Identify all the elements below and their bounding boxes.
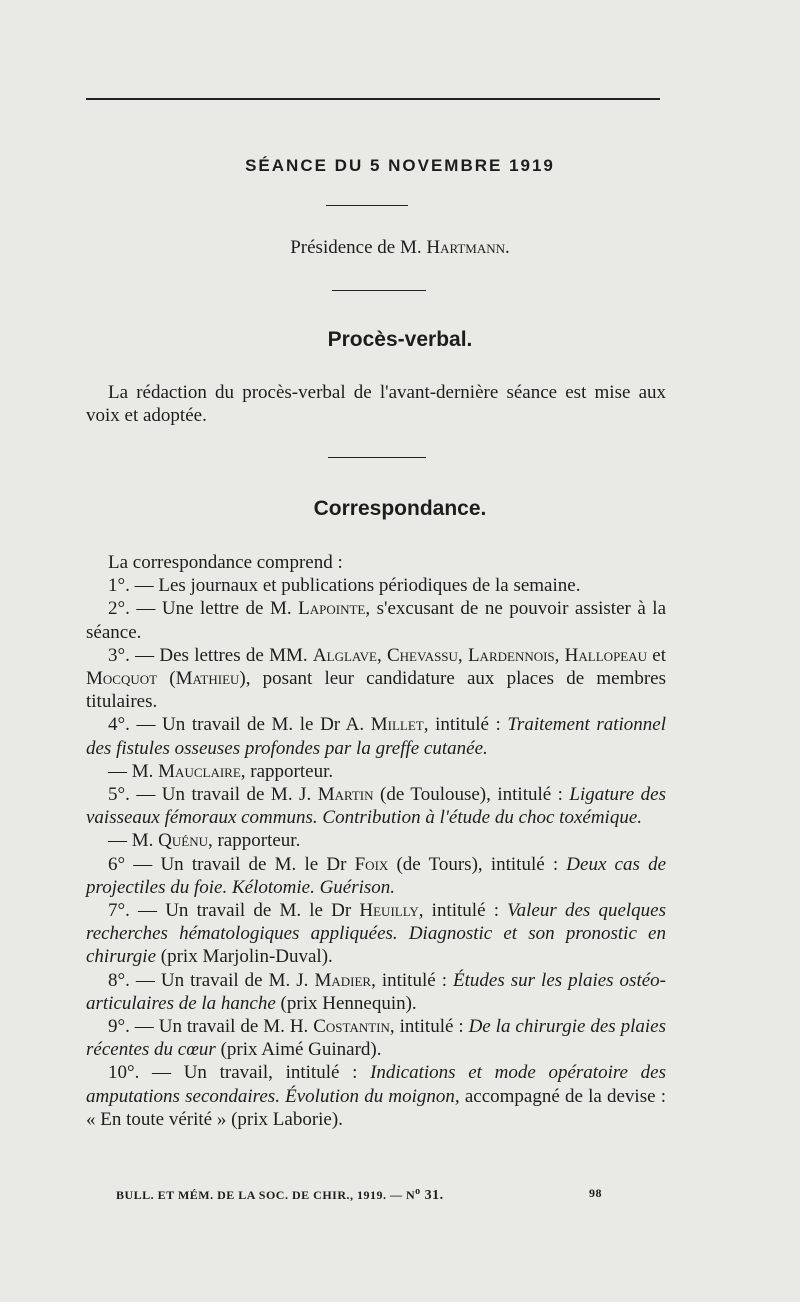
list-item: 2°. — Une lettre de M. Lapointe, s'excusant de ne pouvoir assister à la séance. xyxy=(86,598,667,643)
presidence-prefix: Présidence de M. xyxy=(290,237,427,258)
list-item: 7°. — Un travail de M. le Dr Heuilly, intitulé : Valeur des quelques recherches hématologiques appliquées. Diagnostic et son pronostic en chirurgie (prix Marjolin-Duval). xyxy=(86,900,666,968)
divider xyxy=(328,457,426,458)
list-item: 9°. — Un travail de M. H. Costantin, intitulé : De la chirurgie des plaies récentes du cœur (prix Aimé Guinard). xyxy=(86,1016,666,1061)
list-item: 10°. — Un travail, intitulé : Indications et mode opératoire des amputations secondaires. Évolution du moignon, accompagné de la devise : « En toute vérité » (prix Laborie). xyxy=(86,1062,666,1130)
top-rule xyxy=(86,98,660,100)
journal-reference: BULL. ET MÉM. DE LA SOC. DE CHIR., 1919. — $N^o$ 31. xyxy=(116,1186,444,1203)
divider xyxy=(332,290,426,291)
proces-verbal-heading: Procès-verbal. xyxy=(327,328,473,351)
list-item: 6° — Un travail de M. le Dr Foix (de Tours), intitulé : Deux cas de projectiles du foie. Kélotomie. Guérison. xyxy=(86,853,666,898)
presidence-line xyxy=(0,237,800,259)
list-item: 1°. — Les journaux et publications périodiques de la semaine. xyxy=(108,575,581,597)
rapporteur-line: — M. Quénu, rapporteur. xyxy=(108,830,301,852)
page-footer xyxy=(116,1186,602,1204)
proces-verbal-text: La rédaction du procès-verbal de l'avant-dernière séance est mise aux voix et adoptée. xyxy=(86,382,666,427)
list-item: 8°. — Un travail de M. J. Madier, intitulé : Études sur les plaies ostéo-articulaires de la hanche (prix Hennequin). xyxy=(86,969,666,1014)
page-number: 98 xyxy=(589,1186,602,1200)
divider xyxy=(326,205,408,206)
correspondance-intro: La correspondance comprend : xyxy=(108,552,343,573)
seance-title: SÉANCE DU 5 NOVEMBRE 1919 xyxy=(245,156,555,175)
list-item: 4°. — Un travail de M. le Dr A. Millet, intitulé : Traitement rationnel des fistules osseuses profondes par la greffe cutanée. xyxy=(86,714,667,759)
president-name: Hartmann. xyxy=(426,237,510,258)
correspondance-list xyxy=(86,551,666,1131)
rapporteur-line: — M. Mauclaire, rapporteur. xyxy=(108,760,334,782)
correspondance-heading: Correspondance. xyxy=(313,497,487,520)
list-item: 5°. — Un travail de M. J. Martin (de Toulouse), intitulé : Ligature des vaisseaux fémoraux communs. Contribution à l'étude du choc toxémique. xyxy=(86,784,666,829)
list-item: 3°. — Des lettres de MM. Alglave, Chevassu, Lardennois, Hallopeau et Mocquot (Mathieu), posant leur candidature aux places de membres titulaires. xyxy=(86,644,667,713)
